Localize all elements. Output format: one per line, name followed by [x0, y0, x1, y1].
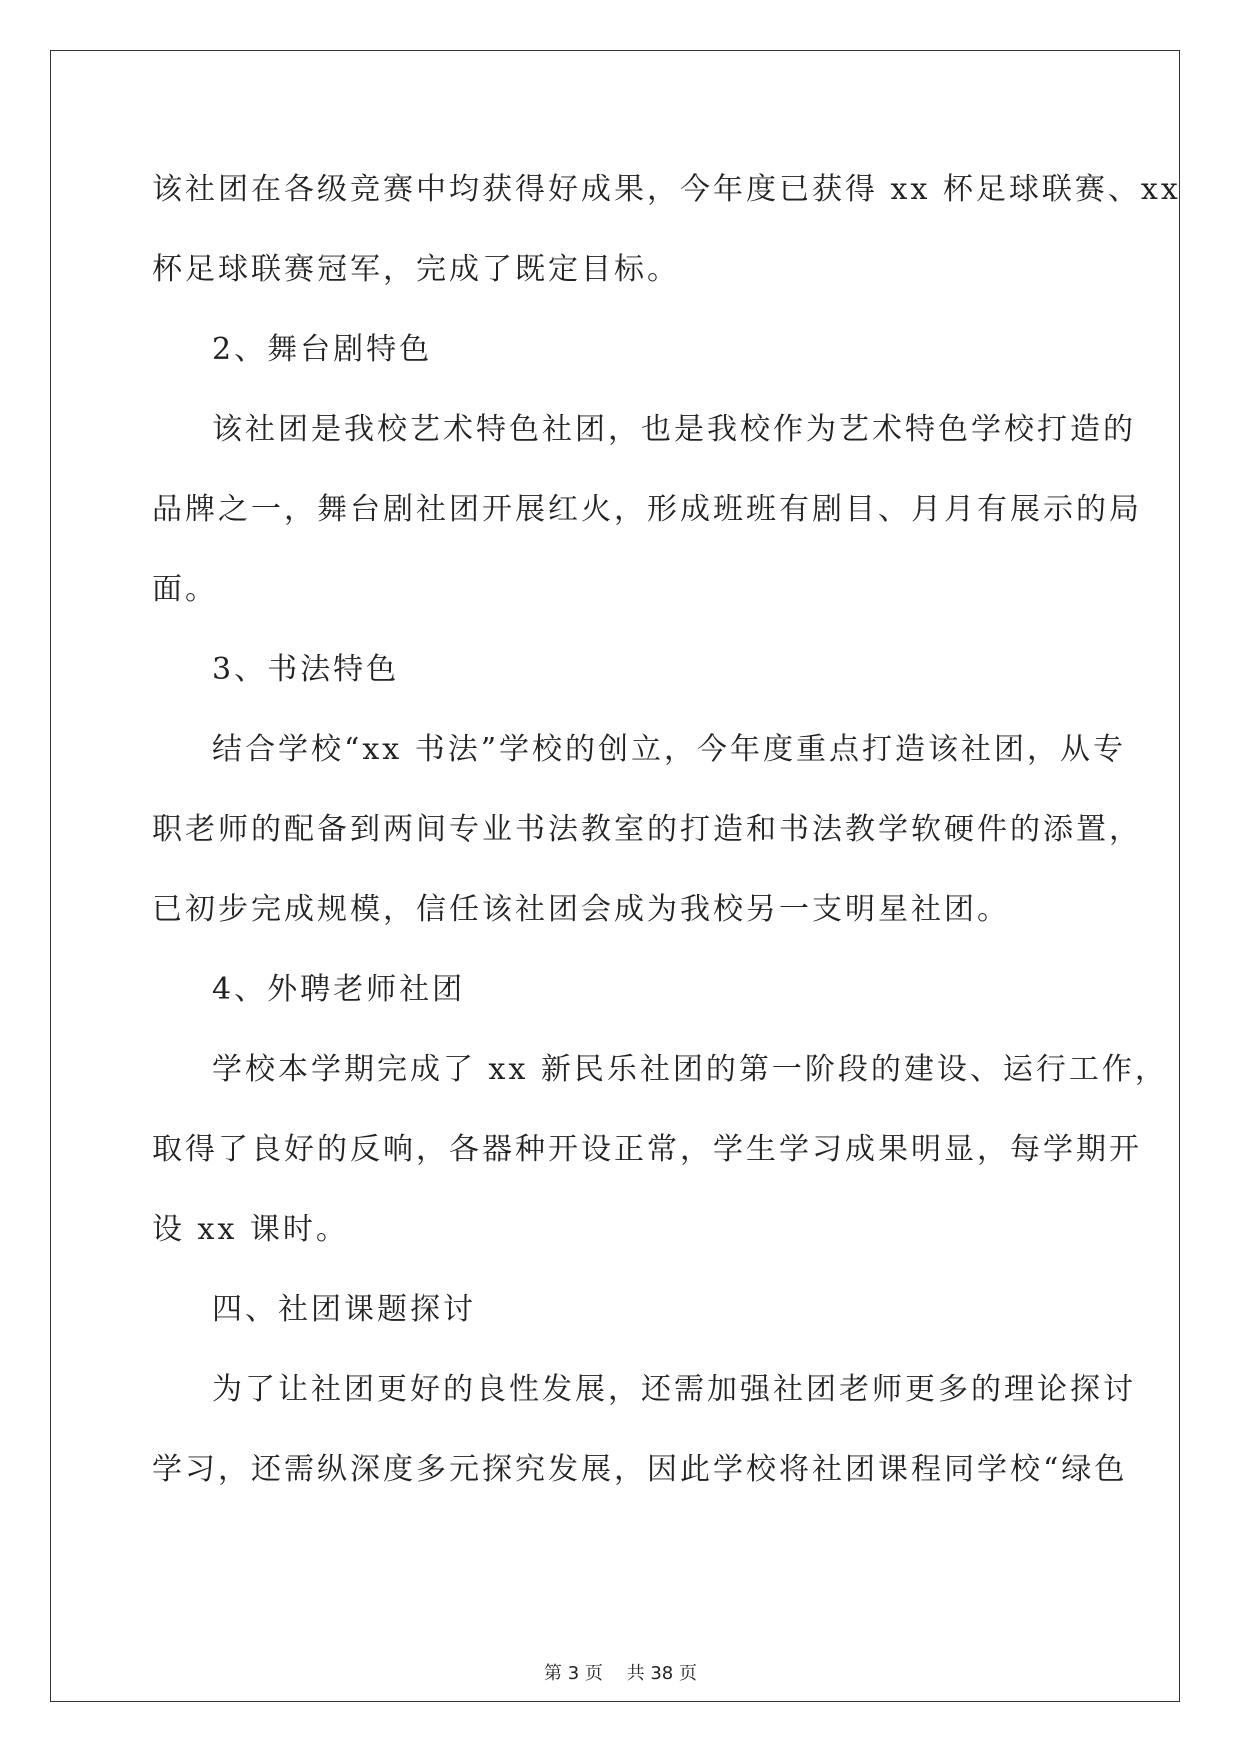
text-line: 职老师的配备到两间专业书法教室的打造和书法教学软硬件的添置，: [152, 812, 1142, 847]
text-line: 设 xx 课时。: [152, 1212, 349, 1247]
text-line: 学校本学期完成了 xx 新民乐社团的第一阶段的建设、运行工作，: [212, 1052, 1168, 1087]
section-heading: 3、书法特色: [212, 652, 400, 687]
text-line: 面。: [152, 572, 218, 607]
text-line: 结合学校“xx 书法”学校的创立，今年度重点打造该社团，从专: [212, 732, 1127, 767]
text-line: 为了让社团更好的良性发展，还需加强社团老师更多的理论探讨: [212, 1372, 1136, 1407]
text-line: 已初步完成规模，信任该社团会成为我校另一支明星社团。: [152, 892, 1010, 927]
text-line: 该社团是我校艺术特色社团，也是我校作为艺术特色学校打造的: [212, 412, 1136, 447]
section-heading: 四、社团课题探讨: [212, 1292, 476, 1327]
section-heading: 4、外聘老师社团: [212, 972, 466, 1007]
text-line: 学习，还需纵深度多元探究发展，因此学校将社团课程同学校“绿色: [152, 1452, 1128, 1487]
section-heading: 2、舞台剧特色: [212, 332, 433, 367]
text-line: 该社团在各级竞赛中均获得好成果，今年度已获得 xx 杯足球联赛、xx: [152, 172, 1181, 207]
page-footer: 第 3 页 共 38 页: [544, 1663, 697, 1684]
text-line: 取得了良好的反响，各器种开设正常，学生学习成果明显，每学期开: [152, 1132, 1142, 1167]
text-line: 杯足球联赛冠军，完成了既定目标。: [152, 252, 680, 287]
text-line: 品牌之一，舞台剧社团开展红火，形成班班有剧目、月月有展示的局: [152, 492, 1142, 527]
